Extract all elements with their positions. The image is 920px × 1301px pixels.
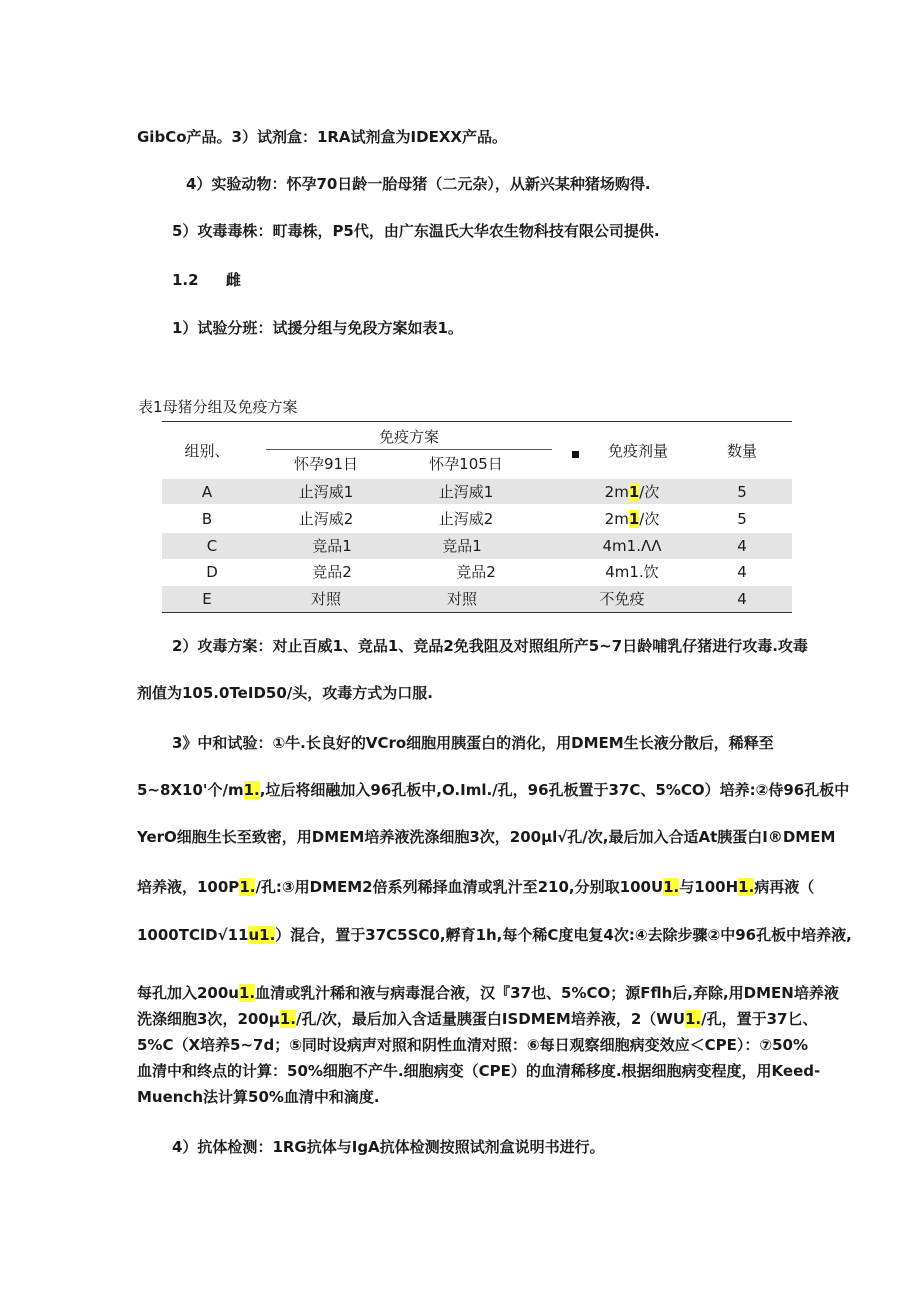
para-neutralization-line: 血清中和终点的计算：50%细胞不产牛.细胞病变（CPE）的血清稀移度.根据细胞病变程度，用Keed-: [137, 1062, 821, 1080]
cell-group: D: [206, 563, 218, 581]
table-top-rule: [162, 421, 792, 422]
cell-dose: 4m1.饮: [605, 563, 659, 581]
cell-day105: 对照: [446, 590, 477, 608]
section-heading: [172, 270, 241, 290]
cell-day91: 止泻威2: [298, 510, 354, 528]
cell-dose: 不免疫: [599, 590, 645, 608]
plan-header-rule: [266, 449, 552, 450]
para-animals: 4）实验动物：怀孕70日龄一胎母猪（二元杂），从新兴某种猪场购得.: [186, 175, 651, 193]
para-neutralization-line: 5%C（X培养5~7d；⑤同时设病声对照和阴性血清对照：⑥每日观察细胞病变效应＜CPE）：⑦50%: [137, 1036, 808, 1054]
para-neutralization-line: 洗涤细胞3次，200μ1./孔/次，最后加入含适量胰蛋白ISDMEM培养液，2（WU1./孔，置于37匕、: [137, 1010, 818, 1028]
table-bottom-rule: [162, 612, 792, 613]
cell-group: E: [202, 590, 212, 608]
header-day91: 怀孕91日: [293, 455, 359, 473]
table-caption: 表1母猪分组及免疫方案: [138, 398, 298, 416]
header-plan: 免疫方案: [378, 428, 439, 446]
cell-day105: 竞品1: [442, 537, 482, 555]
para-grouping: 1）试验分班：试援分组与免段方案如表1。: [172, 319, 463, 337]
cell-day105: 止泻威1: [438, 483, 494, 501]
para-challenge: 2）攻毒方案：对止百威1、竞品1、竞品2免我阻及对照组所产5~7日龄哺乳仔猪进行攻毒.攻毒: [172, 637, 808, 655]
cell-day91: 止泻威1: [298, 483, 354, 501]
cell-dose: 2m1/次: [604, 483, 660, 501]
bullet-icon: [572, 451, 579, 458]
para-antibody: 4）抗体检测：1RG抗体与IgA抗体检测按照试剂盒说明书进行。: [172, 1138, 605, 1156]
cell-group: A: [201, 483, 213, 501]
para-strain: 5）攻毒毒株：町毒株，P5代，由广东温氏大华农生物科技有限公司提供.: [172, 222, 660, 240]
para-challenge-cont: 剂值为105.0TeID50/头，攻毒方式为口服.: [137, 684, 433, 702]
cell-day91: 竞品2: [312, 563, 352, 581]
para-neutralization-line: YerO细胞生长至致密，用DMEM培养液洗涤细胞3次，200μl√孔/次,最后加入合适At胰蛋白I®DMEM: [137, 828, 836, 846]
para-kit: GibCo产品。3）试剂盒：1RA试剂盒为IDEXX产品。: [137, 128, 507, 146]
header-count: 数量: [726, 442, 757, 460]
cell-day91: 竞品1: [312, 537, 352, 555]
cell-day105: 止泻威2: [438, 510, 494, 528]
cell-day91: 对照: [310, 590, 341, 608]
header-dose: 免疫剂量: [607, 442, 668, 460]
para-neutralization-line: 1000TClD√11u1.）混合，置于37C5SC0,孵育1h,每个稀C度电复4次:④去除步骤②中96孔板中培养液,: [137, 926, 852, 944]
cell-count: 5: [737, 510, 747, 528]
cell-count: 4: [737, 537, 747, 555]
para-neutralization-line: 每孔加入200u1.血清或乳汁稀和液与病毒混合液，汉『37也、5%CO；源Fflh后,弃除,用DMEN培养液: [137, 984, 839, 1002]
cell-count: 4: [737, 563, 747, 581]
cell-count: 5: [737, 483, 747, 501]
cell-dose: 2m1/次: [604, 510, 660, 528]
cell-group: C: [206, 537, 218, 555]
para-neutralization-line: Muench法计算50%血清中和滴度.: [137, 1088, 380, 1106]
cell-count: 4: [737, 590, 747, 608]
cell-dose: 4m1.ΛΛ: [602, 537, 662, 555]
section-number: 1.2: [172, 271, 199, 289]
cell-day105: 竞品2: [456, 563, 496, 581]
para-neutralization: 3》中和试验：①牛.长良好的VCro细胞用胰蛋白的消化，用DMEM生长液分散后，稀释至: [172, 734, 774, 752]
cell-group: B: [201, 510, 213, 528]
header-group: 组别、: [184, 442, 230, 460]
section-title: 雌: [225, 271, 241, 289]
para-neutralization-line: 5~8X10'个/m1.,垃后将细融加入96孔板中,O.Iml./孔，96孔板置于37C、5%CO）培养:②侍96孔板中: [137, 781, 850, 799]
para-neutralization-line: 培养液，100P1./孔:③用DMEM2倍系列稀择血清或乳汁至210,分别取100U1.与100H1.病再液（: [137, 878, 815, 896]
header-day105: 怀孕105日: [429, 455, 503, 473]
immunization-table: [162, 421, 792, 613]
